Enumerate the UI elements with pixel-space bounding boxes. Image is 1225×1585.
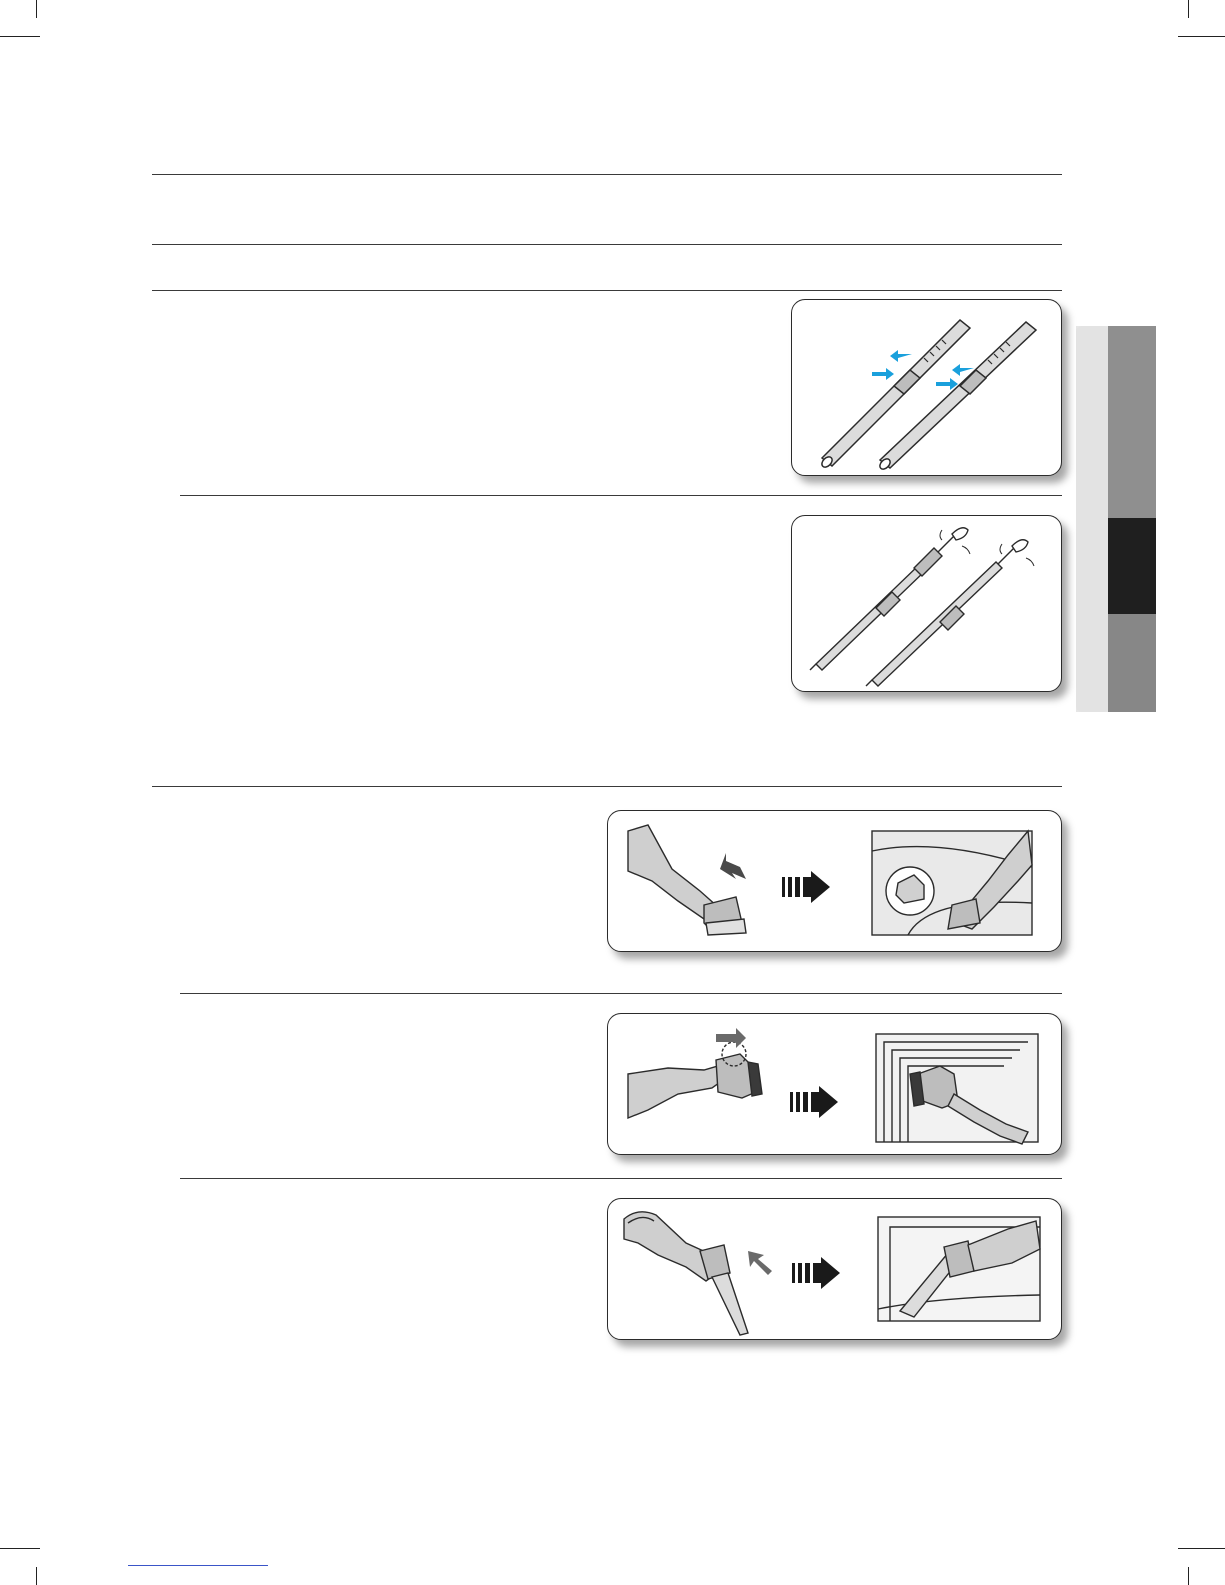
illustration-clean-pipe: [791, 515, 1062, 692]
footer-link-underline[interactable]: [128, 1565, 268, 1566]
illustration-dusting-brush: [607, 1013, 1062, 1155]
crop-mark-top-left-h: [0, 36, 40, 37]
direction-arrow-icon: [720, 853, 746, 879]
crop-mark-bottom-left-h: [0, 1548, 40, 1549]
tab-bottom: [1108, 614, 1156, 712]
crop-mark-top-right-v: [1188, 0, 1189, 18]
direction-arrow-icon: [716, 1028, 746, 1048]
illustration-upholstery-tool: [607, 810, 1062, 952]
rule-section-2-sub-2: [180, 1178, 1062, 1179]
next-step-arrow-icon: [792, 1257, 840, 1289]
tab-mid: [1108, 326, 1156, 518]
crop-mark-bottom-right-h: [1178, 1548, 1225, 1549]
illustration-crevice-tool: [607, 1198, 1062, 1340]
next-step-arrow-icon: [790, 1086, 838, 1118]
side-tabs: [1076, 326, 1156, 712]
rule-title-top: [152, 174, 1062, 175]
rule-section-2: [152, 786, 1062, 787]
tab-active: [1108, 518, 1156, 614]
crop-mark-top-right-h: [1178, 36, 1225, 37]
crop-mark-bottom-left-v: [36, 1567, 37, 1585]
crop-mark-top-left-v: [36, 0, 37, 18]
rule-title-bottom: [152, 244, 1062, 245]
rule-section-1: [152, 290, 1062, 291]
illustration-adjust-pipe-length: [791, 299, 1062, 476]
direction-arrow-icon: [748, 1251, 772, 1275]
crop-mark-bottom-right-v: [1188, 1567, 1189, 1585]
next-step-arrow-icon: [782, 871, 830, 903]
rule-section-1-sub: [180, 495, 1062, 496]
rule-section-2-sub-1: [180, 993, 1062, 994]
